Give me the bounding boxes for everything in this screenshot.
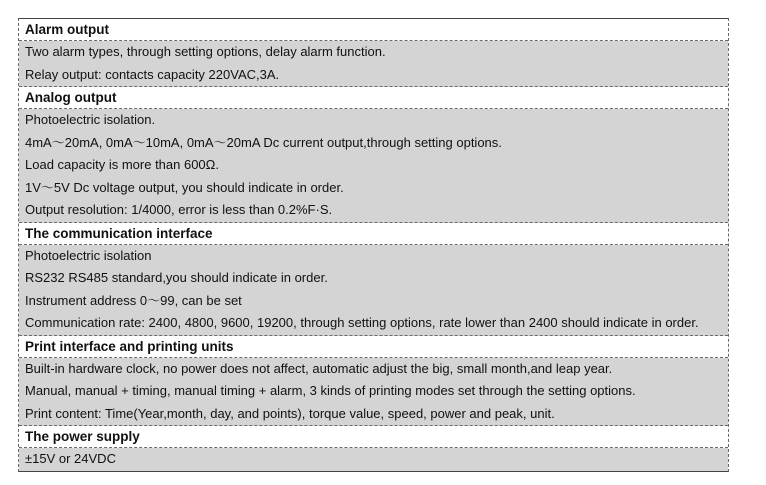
section-header-alarm-output: Alarm output bbox=[19, 19, 728, 41]
section-header-communication-interface: The communication interface bbox=[19, 223, 728, 245]
spec-line: ±15V or 24VDC bbox=[25, 451, 116, 466]
spec-line: RS232 RS485 standard,you should indicate in order. bbox=[25, 270, 328, 285]
section-body-alarm-output bbox=[19, 41, 728, 87]
section-header-analog-output: Analog output bbox=[19, 87, 728, 109]
spec-line: Photoelectric isolation bbox=[25, 247, 152, 263]
spec-line: Photoelectric isolation. bbox=[25, 112, 156, 127]
spec-line: Relay output: contacts capacity 220VAC,3A. bbox=[25, 66, 280, 82]
spec-line: Manual, manual + timing, manual timing + alarm, 3 kinds of printing modes set through the setting options. bbox=[25, 383, 636, 398]
spec-line: Output resolution: 1/4000, error is less than 0.2%F·S. bbox=[25, 202, 333, 217]
spec-line: Load capacity is more than 600Ω. bbox=[25, 157, 219, 172]
section-header-print-interface: Print interface and printing units bbox=[19, 336, 728, 358]
spec-line: Instrument address 0～99, can be set bbox=[25, 292, 242, 308]
spec-line: Built-in hardware clock, no power does not affect, automatic adjust the big, small month,and leap year. bbox=[25, 360, 613, 376]
spec-line: Two alarm types, through setting options, delay alarm function. bbox=[25, 44, 386, 59]
section-body-analog-output bbox=[19, 109, 728, 223]
section-body-print-interface bbox=[19, 358, 728, 427]
spec-line: 1V～5V Dc voltage output, you should indicate in order. bbox=[25, 179, 344, 195]
spec-line: 4mA～20mA, 0mA～10mA, 0mA～20mA Dc current output,through setting options. bbox=[25, 134, 502, 150]
section-body-power-supply bbox=[19, 448, 728, 471]
spec-line: Communication rate: 2400, 4800, 9600, 19200, through setting options, rate lower than 2400 should indicate in order. bbox=[25, 315, 699, 330]
spec-line: Print content: Time(Year,month, day, and points), torque value, speed, power and peak, unit. bbox=[25, 405, 555, 421]
section-header-power-supply: The power supply bbox=[19, 426, 728, 448]
spec-table bbox=[18, 18, 729, 472]
section-body-communication-interface bbox=[19, 245, 728, 336]
